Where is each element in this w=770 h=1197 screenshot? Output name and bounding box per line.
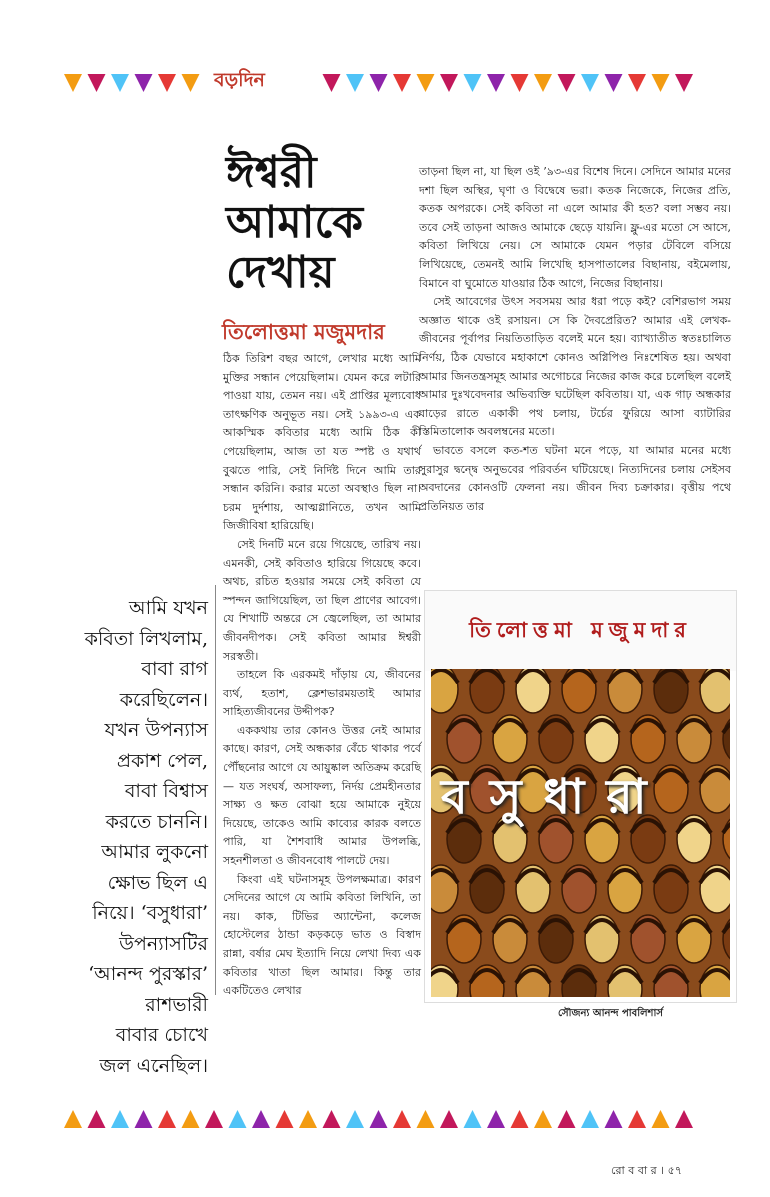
- banner-triangle: [323, 74, 341, 92]
- pull-quote: [64, 593, 208, 1081]
- pullquote-line: করতে চাননি।: [105, 810, 208, 833]
- banner-triangle: [252, 1110, 270, 1128]
- pullquote-line: জল এনেছিল।: [99, 1054, 208, 1077]
- paragraph: ভাবতে বসলে কত-শত ঘটনা মনে পড়ে, যা আমার মনের মধ্যে সুরাসুর দ্বন্দ্বে অনুভবের পরিবর্তন ঘটিয়েছে। নিত্যদিনের চলায় সেইসব অবদানের কোনওটি ফেলনা নয়। জীবন দিব্য চক্রাকার। বৃত্তীয় পথে প্রতিনিয়ত তার: [419, 443, 731, 513]
- banner-triangle: [628, 74, 646, 92]
- pullquote-line: কবিতা লিখলাম,: [84, 627, 208, 650]
- banner-triangle: [534, 74, 552, 92]
- banner-triangle: [64, 74, 82, 92]
- pullquote-line: প্রকাশ পেল,: [116, 749, 208, 772]
- banner-triangle: [652, 1110, 670, 1128]
- book-cover-image: [424, 590, 737, 1003]
- banner-triangle: [205, 1110, 223, 1128]
- pullquote-line: ক্ষোভ ছিল এ: [107, 871, 208, 894]
- artwork-face: [677, 715, 711, 763]
- artwork-face: [539, 915, 573, 963]
- banner-triangle: [558, 1110, 576, 1128]
- artwork-face: [631, 915, 665, 963]
- column-divider: [215, 585, 216, 995]
- banner-triangle: [511, 74, 529, 92]
- pullquote-line: উপন্যাসটির: [119, 932, 208, 955]
- banner-triangle: [323, 1110, 341, 1128]
- book-cover-title: বসুধারা: [441, 769, 669, 825]
- banner-triangle: [440, 74, 458, 92]
- artwork-face: [585, 915, 619, 963]
- banner-triangle: [158, 74, 176, 92]
- banner-triangle: [370, 1110, 388, 1128]
- title-line: ঈশ্বরী: [226, 147, 317, 198]
- banner-triangle: [182, 74, 200, 92]
- artwork-face: [654, 865, 688, 913]
- banner-triangle: [393, 74, 411, 92]
- paragraph: ঠিক তিরিশ বছর আগে, লেখার মধ্যে আমি মুক্তির সন্ধান পেয়েছিলাম। যেমন করে লটারি পাওয়া যায়, তেমন নয়। এই প্রাপ্তির মূল্যবোধ তাৎক্ষণিক অনুভূত নয়। সেই ১৯৯৩-এ এক আকস্মিক কবিতার মধ্যে আমি ঠিক কী পেয়েছিলাম, আজ তা যত স্পষ্ট ও যথার্থ বুঝতে পারি, সেই নির্দিষ্ট দিনে আমি তার সন্ধান করিনি। করার মতো অবস্থাও ছিল না। চরম দুর্দশায়, আত্মগ্লানিতে, তখন আমি জিজীবিষা হারিয়েছি।: [223, 352, 421, 533]
- artwork-face: [447, 915, 481, 963]
- image-credit: সৌজন্য আনন্দ পাবলিশার্স: [558, 1008, 663, 1019]
- banner-triangle: [229, 1110, 247, 1128]
- bottom-triangle-banner: [64, 1108, 714, 1128]
- banner-triangle: [276, 1110, 294, 1128]
- banner-triangle: [88, 1110, 106, 1128]
- banner-triangle: [464, 1110, 482, 1128]
- pullquote-line: যখন উপন্যাস: [104, 719, 208, 741]
- banner-triangle: [558, 74, 576, 92]
- banner-triangle: [581, 1110, 599, 1128]
- pullquote-line: ‘আনন্দ পুরস্কার’: [88, 963, 208, 985]
- pullquote-line: আমার লুকনো: [101, 841, 208, 863]
- banner-triangle: [440, 1110, 458, 1128]
- banner-triangle: [182, 1110, 200, 1128]
- article-column-middle: [223, 350, 421, 1001]
- artwork-face: [516, 865, 550, 913]
- paragraph: তাহলে কি এরকমই দাঁড়ায় যে, জীবনের ব্যর্থ, হতাশ, ক্লেশভারময়তাই আমার সাহিত্যজীবনের উদ্দীপক?: [223, 668, 421, 719]
- banner-triangle: [346, 74, 364, 92]
- section-label: বড়দিন: [214, 69, 265, 91]
- paragraph: সেই আবেগের উৎস সবসময় আর ধরা পড়ে কই? বেশিরভাগ সময় অজ্ঞাত থাকে ওই রসায়ন। সে কি দৈবপ্রেরিত? আমার এই লেখক-জীবনের পূর্বাপর নিয়তিতাড়িত বলেই মনে হয়। ব্যাখ্যাতীত স্বতঃচালিত নির্ণয়, ঠিক যেভাবে মহাকাশে কোনও অগ্নিপিণ্ড নিঃশেষিত হয়। অথবা আমার জিনতন্ত্রসমূহ আমার অগোচরে নিজের কাজ করে চলেছিল বলেই আমার দুঃখবেদনার অভিব্যক্তি ঘটেছিল কবিতায়। যা, এক গাঢ় অন্ধকার বাড়ের রাতে একাকী পথ চলায়, টর্চের ফুরিয়ে আসা ব্যাটারির স্তিমিতালোক অবলম্বনের মতো।: [419, 295, 731, 439]
- banner-triangle: [135, 1110, 153, 1128]
- pullquote-line: করেছিলেন।: [119, 688, 208, 711]
- banner-triangle: [64, 1110, 82, 1128]
- banner-triangle: [605, 1110, 623, 1128]
- artwork-face: [493, 915, 527, 963]
- banner-triangle: [487, 1110, 505, 1128]
- banner-triangle: [158, 1110, 176, 1128]
- banner-triangle: [111, 74, 129, 92]
- artwork-face: [562, 865, 596, 913]
- artwork-face: [631, 715, 665, 763]
- banner-triangle: [628, 1110, 646, 1128]
- banner-triangle: [487, 74, 505, 92]
- banner-triangle: [417, 1110, 435, 1128]
- article-column-right: [419, 163, 731, 516]
- artwork-face: [608, 865, 642, 913]
- artwork-face: [539, 715, 573, 763]
- artwork-face: [447, 715, 481, 763]
- banner-triangle: [370, 74, 388, 92]
- artwork-face: [470, 865, 504, 913]
- banner-triangle: [652, 74, 670, 92]
- pullquote-line: আমি যখন: [129, 597, 208, 619]
- book-cover-author: তিলোত্তমা মজুমদার: [425, 591, 736, 671]
- pullquote-line: বাবা বিশ্বাস: [124, 780, 208, 802]
- paragraph: কিংবা এই ঘটনাসমূহ উপলক্ষমাত্র। কারণ সেদিনের আগে যে আমি কবিতা লিখিনি, তা নয়। কাক, টিভির অ্যান্টেনা, কলেজ হোস্টেলের ঠান্ডা কড়কড়ে ভাত ও বিস্বাদ রান্না, বর্ষার মেঘ ইত্যাদি নিয়ে লেখা দিব্য এক কবিতার খাতা ছিল আমার। কিন্তু তার একটিতেও লেখার: [223, 872, 421, 998]
- banner-triangle: [417, 74, 435, 92]
- banner-triangle: [464, 74, 482, 92]
- banner-triangle: [346, 1110, 364, 1128]
- pullquote-line: নিয়ে। ‘বসুধারা’: [92, 902, 208, 924]
- artwork-face: [585, 715, 619, 763]
- title-line: দেখায়: [226, 247, 335, 298]
- paragraph: তাড়না ছিল না, যা ছিল ওই ’৯৩-এর বিশেষ দিনে। সেদিনে আমার মনের দশা ছিল অস্থির, ঘৃণা ও বিদ্বেষে ভরা। কতক নিজেকে, নিজের প্রতি, কতক অপরকে। সেই কবিতা না এলে আমার কী হত? বলা সম্ভব নয়। তবে সেই তাড়না আজও আমাকে ছেড়ে যায়নি। ফ্লু-এর মতো সে আসে, কবিতা লিখিয়ে নেয়। সে আমাকে যেমন পড়ার টেবিলে বসিয়ে লিখিয়েছে, তেমনই আমি লিখেছি হাসপাতালের বিছানায়, বইমেলায়, বিমানে বা ঘুমোতে যাওয়ার ঠিক আগে, নিজের বিছানায়।: [419, 165, 731, 290]
- title-line: আমাকে: [226, 197, 363, 248]
- page-footer: রো ব বা র । ৫৭: [611, 1164, 682, 1177]
- author-byline: তিলোত্তমা মজুমদার: [222, 320, 385, 344]
- banner-triangle: [675, 74, 693, 92]
- banner-triangle: [135, 74, 153, 92]
- banner-triangle: [88, 74, 106, 92]
- pullquote-line: বাবা রাগ: [141, 658, 208, 680]
- banner-triangle: [534, 1110, 552, 1128]
- banner-triangle: [393, 1110, 411, 1128]
- banner-triangle: [111, 1110, 129, 1128]
- banner-triangle: [605, 74, 623, 92]
- banner-triangle: [511, 1110, 529, 1128]
- top-triangle-banner: [64, 74, 714, 94]
- article-title: [226, 148, 406, 298]
- banner-triangle: [581, 74, 599, 92]
- paragraph: এককথায় তার কোনও উত্তর নেই আমার কাছে। কারণ, সেই অন্ধকার বেঁচে থাকার পর্বে পৌঁছনোর আগে যে আয়ুষ্কাল অতিক্রম করেছি— যত সংঘর্ষ, অসাফল্য, নির্দয় প্রেমহীনতার সাক্ষ্য ও ক্ষত বোঝা হয়ে আমাকে নুইয়ে দিয়েছে, তাকেও আমি কাব্যের কারক বলতে পারি, যা শৈশবাধি আমার উপলব্ধি, সহনশীলতা ও জীবনবোধ পালটে দেয়।: [223, 723, 421, 868]
- banner-triangle: [299, 1110, 317, 1128]
- artwork-face: [493, 715, 527, 763]
- artwork-face: [677, 915, 711, 963]
- banner-triangle: [675, 1110, 693, 1128]
- paragraph: সেই দিনটি মনে রয়ে গিয়েছে, তারিখ নয়। এমনকী, সেই কবিতাও হারিয়ে গিয়েছে কবে। অথচ, রচিত হওয়ার সময়ে সেই কবিতা যে স্পন্দন জাগিয়েছিল, তা ছিল প্রাণের আবেগ। যে শিখাটি অন্তরে সে জ্বেলেছিল, তা আমার জীবনদীপক। সেই কবিতা আমার ঈশ্বরী সরস্বতী।: [223, 537, 421, 663]
- pullquote-line: রাশভারী: [145, 993, 208, 1016]
- pullquote-line: বাবার চোখে: [115, 1024, 208, 1046]
